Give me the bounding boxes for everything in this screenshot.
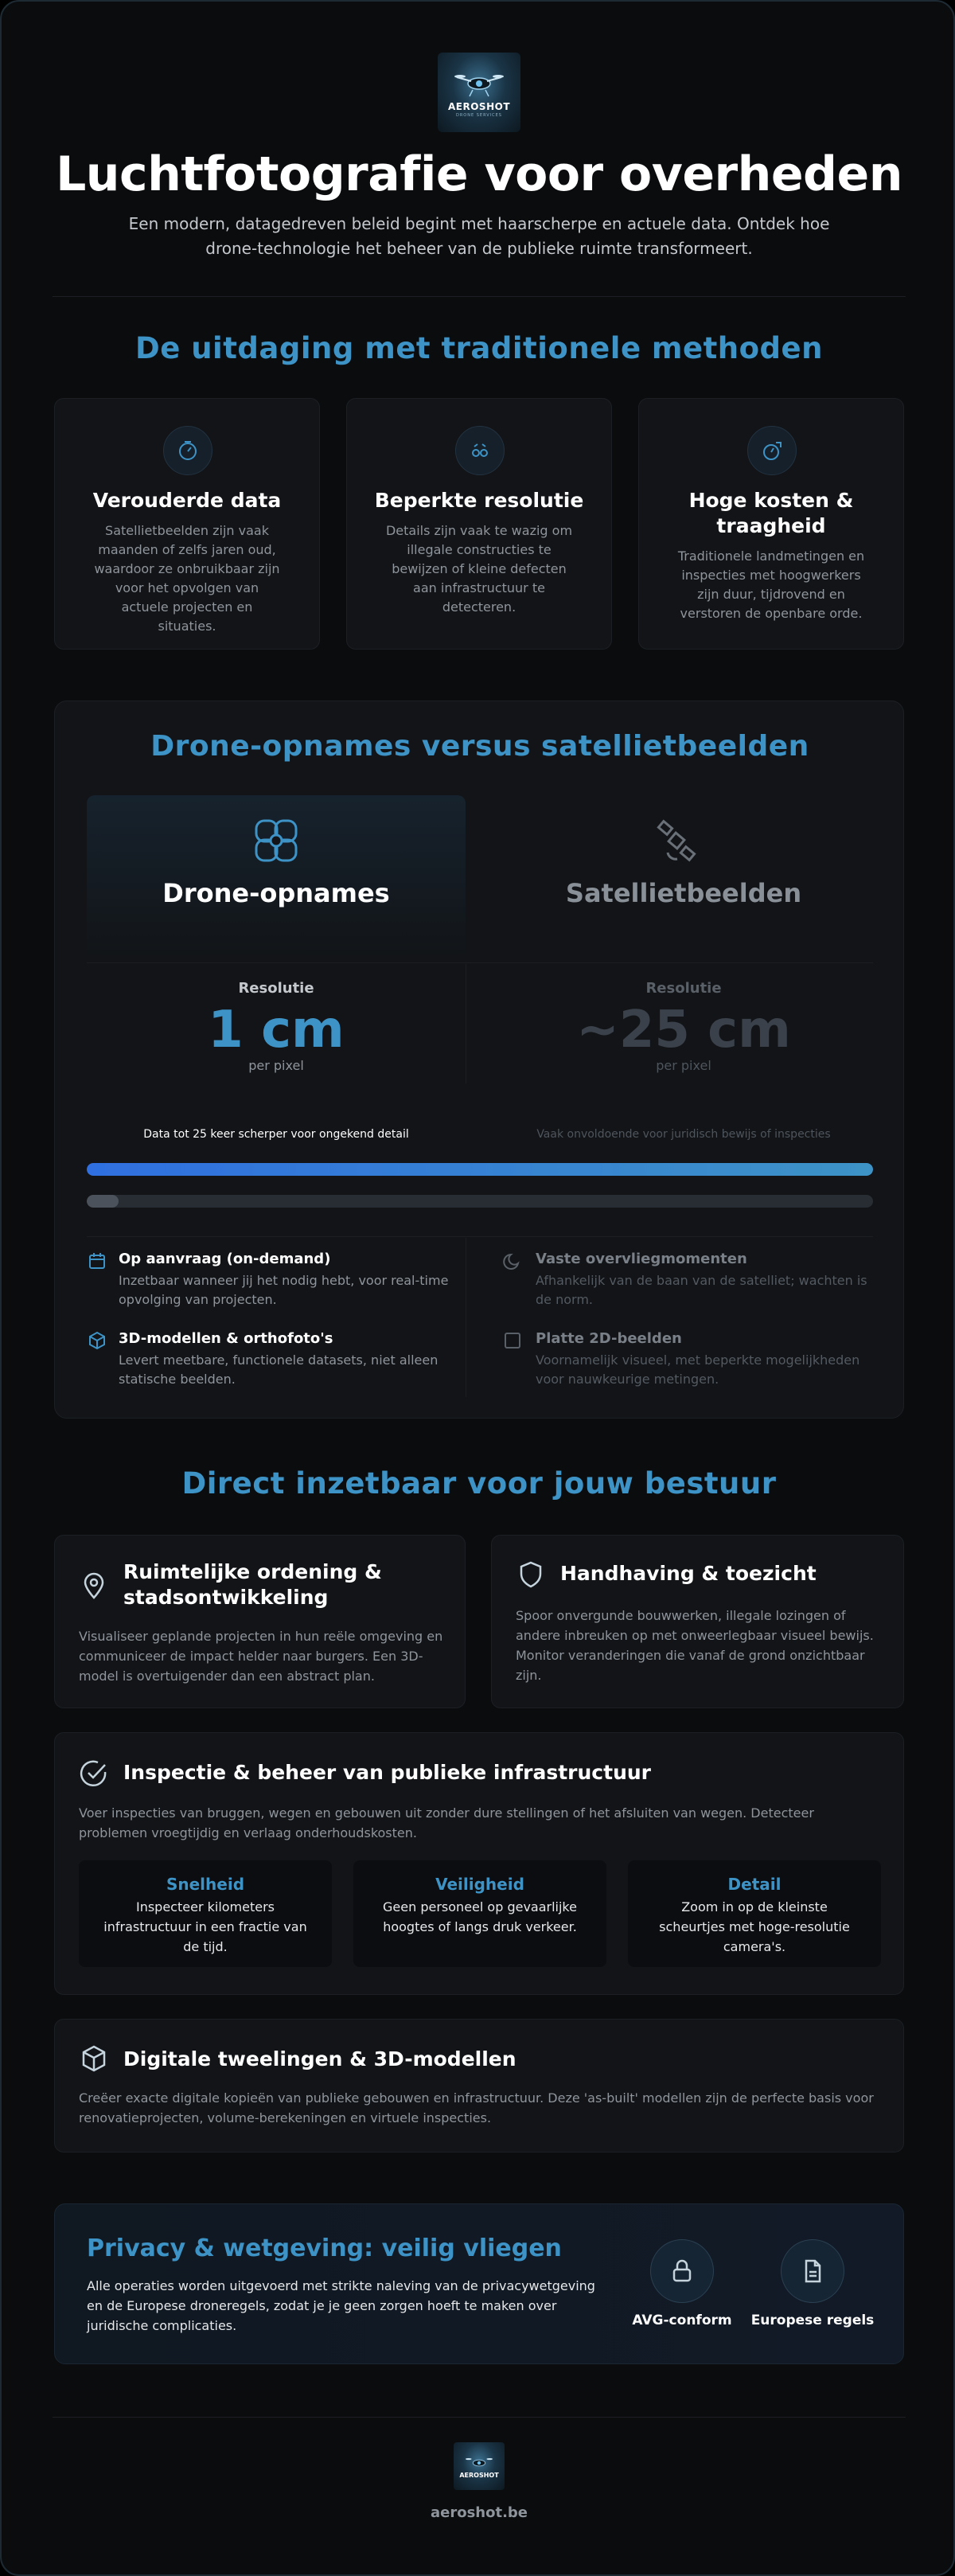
page-title: Luchtfotografie voor overheden [56,146,902,202]
benefit-text: Geen personeel op gevaarlijke hoogtes of langs druk verkeer. [383,1899,577,1934]
challenge-card-text: Satellietbeelden zijn vaak maanden of zelfs jaren oud, waardoor ze onbruikbaar zijn voor het opvolgen van actuele projecten en situaties. [94,523,280,634]
drone-resolution-bar-fill [87,1163,873,1176]
drone-column-title: Drone-opnames [162,878,390,908]
drone-feature-text: Inzetbaar wanneer jij het nodig hebt, voor real-time opvolging van projecten. [119,1273,449,1307]
footer-site-link[interactable]: aeroshot.be [430,2504,528,2521]
use-card-text: Creëer exacte digitale kopieën van publieke gebouwen en infrastructuur. Deze 'as-built' modellen zijn de perfecte basis voor renovatieprojecten, volume-berekeningen en virtuele inspecties. [79,2090,874,2125]
row-divider [87,1236,873,1237]
moon-icon [502,1251,523,1271]
privacy-badge-gdpr [650,2239,714,2303]
use-card-title [123,1559,382,1610]
challenge-card-title-line2: traagheid [716,514,826,537]
satellite-metric-unit: per pixel [656,1058,711,1073]
use-card-title-line2: stadsontwikkeling [123,1586,329,1609]
drone-logo-icon [454,68,505,100]
footer-logo-brand: AEROSHOT [459,2471,499,2479]
benefit-text: Zoom in op de kleinste scheurtjes met hoge-resolutie camera's. [659,1899,850,1954]
satellite-column-title: Satellietbeelden [565,878,802,908]
use-card-inspection [54,1732,904,1995]
satellite-feature-title: Vaste overvliegmomenten [536,1251,747,1267]
satellite-metric-label: Resolutie [645,980,722,997]
footer-logo[interactable] [454,2442,505,2490]
check-circle-icon [79,1758,109,1789]
row-divider [87,962,873,963]
use-card-title: Inspectie & beheer van publieke infrastructuur [123,1761,651,1784]
drone-feature-title: Op aanvraag (on-demand) [119,1251,331,1267]
privacy-title: Privacy & wetgeving: veilig vliegen [87,2234,562,2262]
privacy-badge-label: AVG-conform [632,2313,732,2328]
drone-icon [248,813,304,868]
benefit-title: Snelheid [166,1875,245,1894]
lock-icon [668,2258,696,2285]
outdated-clock-icon [163,426,212,475]
use-card-title-line1: Ruimtelijke ordening & [123,1560,382,1583]
drone-metric-value: 1 cm [208,1001,345,1060]
satellite-feature-title: Platte 2D-beelden [536,1330,682,1347]
use-card-text: Spoor onvergunde bouwwerken, illegale lozingen of andere inbreuken op met onweerlegbaar visueel bewijs. Monitor veranderingen die vanaf de grond onzichtbaar zijn. [516,1608,874,1683]
shield-icon [516,1559,546,1590]
cost-delay-icon [747,426,797,475]
challenge-card-title [655,488,887,539]
document-icon [799,2258,826,2285]
benefit-text: Inspecteer kilometers infrastructuur in een fractie van de tijd. [103,1899,307,1954]
drone-metric-label: Resolutie [238,980,314,997]
satellite-resolution-bar-fill [87,1195,119,1208]
use-card-title: Digitale tweelingen & 3D-modellen [123,2047,516,2071]
challenge-card-costs [638,398,904,650]
satellite-icon [653,818,701,865]
drone-logo-icon [465,2454,493,2472]
cube-icon [87,1330,107,1351]
divider [53,296,906,297]
drone-feature-title: 3D-modellen & orthofoto's [119,1330,333,1347]
use-card-planning [54,1535,466,1708]
calendar-icon [87,1251,107,1271]
box-icon [79,2043,109,2074]
benefit-title: Detail [727,1875,782,1894]
comparison-panel [54,701,904,1419]
challenge-card-title: Beperkte resolutie [374,489,584,512]
benefit-card-speed [79,1860,332,1967]
drone-metric-unit: per pixel [248,1058,304,1073]
divider [53,2417,906,2418]
use-card-enforcement [491,1535,904,1708]
challenge-section-title: De uitdaging met traditionele methoden [135,331,823,365]
satellite-feature-text: Afhankelijk van de baan van de satelliet; wachten is de norm. [536,1273,867,1307]
use-card-digital-twins [54,2019,904,2153]
privacy-badge-label: Europese regels [750,2313,875,2328]
privacy-badge-eu [781,2239,844,2303]
brand-logo[interactable] [438,53,520,132]
logo-tagline: DRONE SERVICES [455,112,502,118]
square-icon [502,1330,523,1351]
benefit-card-safety [353,1860,606,1967]
challenge-card-title: Verouderde data [92,489,282,512]
benefit-title: Veiligheid [435,1875,524,1894]
satellite-bar-caption: Vaak onvoldoende voor juridisch bewijs of inspecties [536,1128,831,1141]
drone-feature-text: Levert meetbare, functionele datasets, niet alleen statische beelden. [119,1352,439,1387]
low-resolution-icon [455,426,505,475]
drone-bar-caption: Data tot 25 keer scherper voor ongekend detail [143,1128,409,1141]
satellite-metric-value: ~25 cm [576,1001,791,1060]
challenge-card-outdated [54,398,320,650]
drone-resolution-bar [87,1163,873,1176]
benefit-card-detail [628,1860,881,1967]
challenge-card-resolution [346,398,612,650]
challenge-card-text: Traditionele landmetingen en inspecties met hoogwerkers zijn duur, tijdrovend en verstoren de openbare orde. [677,548,865,621]
challenge-card-text: Details zijn vaak te wazig om illegale constructies te bewijzen of kleine defecten aan infrastructuur te detecteren. [385,523,573,615]
logo-brand-text: AEROSHOT [448,100,510,112]
map-pin-icon [79,1571,109,1601]
use-card-title: Handhaving & toezicht [560,1562,817,1585]
page-subtitle: Een modern, datagedreven beleid begint met haarscherpe en actuele data. Ontdek hoe drone-technologie het beheer van de publieke ruimte transformeert. [128,214,830,258]
satellite-feature-text: Voornamelijk visueel, met beperkte mogelijkheden voor nauwkeurige metingen. [536,1352,860,1387]
use-card-text: Visualiseer geplande projecten in hun reële omgeving en communiceer de impact helder naar burgers. Een 3D-model is overtuigender dan een abstract plan. [79,1629,443,1684]
comparison-title: Drone-opnames versus satellietbeelden [150,730,809,763]
privacy-text: Alle operaties worden uitgevoerd met strikte naleving van de privacywetgeving en de Europese droneregels, zodat je je geen zorgen hoeft te maken over juridische complicaties. [87,2278,595,2333]
use-section-title: Direct inzetbaar voor jouw bestuur [181,1466,777,1501]
privacy-panel [54,2203,904,2364]
satellite-resolution-bar [87,1195,873,1208]
use-card-text: Voer inspecties van bruggen, wegen en gebouwen uit zonder dure stellingen of het afsluiten van wegen. Detecteer problemen vroegtijdig en verlaag onderhoudskosten. [79,1805,814,1840]
challenge-card-title-line1: Hoge kosten & [688,489,854,512]
